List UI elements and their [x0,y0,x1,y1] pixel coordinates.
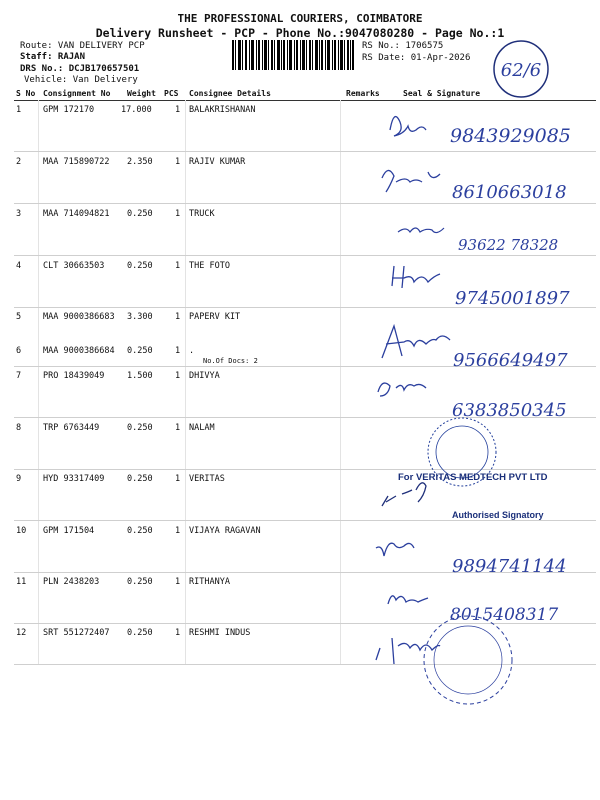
handwritten-phone: 8610663018 [452,182,567,203]
handwritten-phone: 9566649497 [453,350,568,371]
route-label: Route: VAN DELIVERY PCP [20,41,145,51]
col-pcs: PCS [164,89,179,98]
row-weight: 0.250 [127,346,153,356]
row-weight: 0.250 [127,474,153,484]
table-row [0,366,600,418]
row-consignee: TRUCK [189,209,215,219]
row-consignee: RAJIV KUMAR [189,157,246,167]
row-pcs: 1 [175,312,181,322]
row-pcs: 1 [175,105,181,115]
table-row [0,572,600,624]
col-remarks: Remarks [346,89,380,98]
handwritten-phone: 93622 78328 [458,236,559,254]
row-weight: 0.250 [127,628,153,638]
company-title: THE PROFESSIONAL COURIERS, COIMBATORE [177,12,423,25]
row-pcs: 1 [175,526,181,536]
row-consignment: GPM 172170 [43,105,95,115]
row-sno: 8 [16,423,22,433]
row-consignee: BALAKRISHANAN [189,105,256,115]
row-pcs: 1 [175,209,181,219]
stamp-authorised-label: Authorised Signatory [452,510,544,520]
row-weight: 17.000 [121,105,152,115]
row-weight: 0.250 [127,209,153,219]
row-weight: 1.500 [127,371,153,381]
row-pcs: 1 [175,261,181,271]
col-consignment: Consignment No [43,89,111,98]
table-row [0,100,600,152]
table-row [0,469,600,521]
table-row [0,521,600,573]
row-sno: 5 [16,312,22,322]
barcode [232,40,354,70]
handwritten-phone: 6383850345 [452,400,567,421]
table-row [0,307,600,340]
row-weight: 0.250 [127,423,153,433]
row-sno: 11 [16,577,27,587]
row-sno: 12 [16,628,27,638]
table-row [0,418,600,470]
handwritten-phone: 9894741144 [452,556,567,577]
row-sno: 3 [16,209,22,219]
row-consignee: VIJAYA RAGAVAN [189,526,261,536]
row-pcs: 1 [175,628,181,638]
row-weight: 0.250 [127,577,153,587]
row-consignee: VERITAS [189,474,225,484]
row-pcs: 1 [175,346,181,356]
row-consignee: NALAM [189,423,215,433]
table-row [0,256,600,308]
col-weight: Weight [127,89,156,98]
row-sno: 7 [16,371,22,381]
row-consignment: HYD 93317409 [43,474,105,484]
row-consignee: DHIVYA [189,371,220,381]
rs-number: RS No.: 1706575 [362,41,444,51]
row-weight: 0.250 [127,261,153,271]
table-row [0,623,600,665]
col-seal: Seal & Signature [403,89,481,98]
staff-label: Staff: RAJAN [20,52,86,62]
rs-date: RS Date: 01-Apr-2026 [362,53,471,63]
row-pcs: 1 [175,371,181,381]
col-sno: S No [16,89,36,98]
table-row [0,341,600,367]
row-consignment: MAA 714094821 [43,209,110,219]
row-consignment: SRT 551272407 [43,628,110,638]
row-pcs: 1 [175,474,181,484]
row-pcs: 1 [175,423,181,433]
row-weight: 3.300 [127,312,153,322]
row-consignment: MAA 9000386684 [43,346,115,356]
row-consignment: CLT 30663503 [43,261,105,271]
row-pcs: 1 [175,157,181,167]
row-consignee: PAPERV KIT [189,312,241,322]
handwritten-phone: 9843929085 [450,125,571,147]
row-sno: 2 [16,157,22,167]
table-row [0,204,600,256]
row-consignment: MAA 715890722 [43,157,110,167]
row-consignee: RITHANYA [189,577,230,587]
row-sno: 9 [16,474,22,484]
row-consignee: RESHMI INDUS [189,628,251,638]
row-consignee: THE FOTO [189,261,230,271]
row-weight: 2.350 [127,157,153,167]
row-sno: 6 [16,346,22,356]
col-consignee: Consignee Details [189,89,271,98]
row-consignment: PRO 18439049 [43,371,105,381]
drs-number: DRS No.: DCJB170657501 [20,64,140,74]
table-row [0,152,600,204]
row-consignment: TRP 6763449 [43,423,100,433]
row-consignment: MAA 9000386683 [43,312,115,322]
docs-count-note: No.Of Docs: 2 [203,357,258,365]
row-consignment: GPM 171504 [43,526,95,536]
stamp-company-name: For VERITAS MEDTECH PVT LTD [398,472,548,483]
row-divider [14,664,596,665]
row-weight: 0.250 [127,526,153,536]
handwritten-phone: 9745001897 [455,288,570,309]
row-sno: 4 [16,261,22,271]
runsheet-subtitle: Delivery Runsheet - PCP - Phone No.:9047080280 - Page No.:1 [95,26,505,40]
vehicle-label: Vehicle: Van Delivery [24,75,138,85]
row-sno: 10 [16,526,27,536]
handwritten-phone: 8015408317 [450,605,559,625]
row-consignee: . [189,346,195,356]
row-pcs: 1 [175,577,181,587]
page-mark-text: 62/6 [500,60,542,81]
row-sno: 1 [16,105,22,115]
row-consignment: PLN 2438203 [43,577,100,587]
